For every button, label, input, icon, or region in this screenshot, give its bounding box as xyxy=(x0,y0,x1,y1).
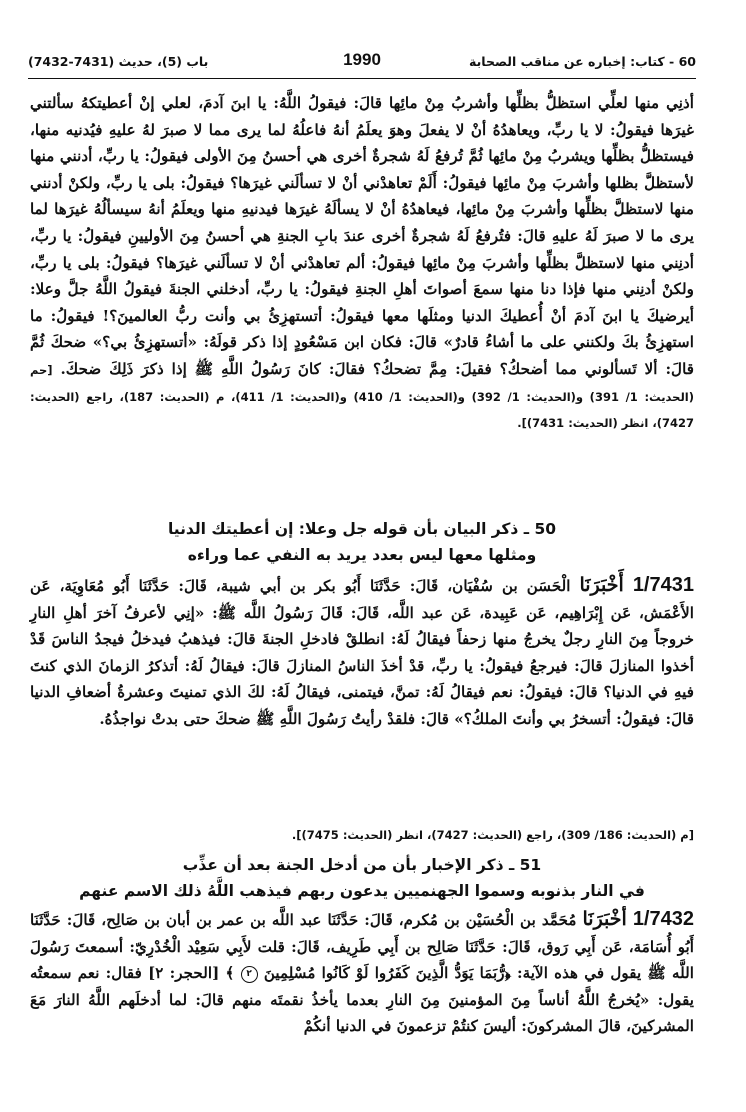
section1-reference: [حم (الحديث: 1/ 391) و(الحديث: 1/ 392) و(الحديث: 1/ 410) و(الحديث: 1/ 411)، م (الحديث: 187)، راجع (الحديث: 7427)، انظر (الحديث: 7431)]. xyxy=(30,362,694,431)
ayah-number-mark: ٢ xyxy=(241,966,258,983)
hadith-opening-word: أَخْبَرَنَا xyxy=(582,908,627,930)
hadith-opening-word: أَخْبَرَنَا xyxy=(579,574,624,596)
hadith-7431 xyxy=(30,572,694,818)
heading-50-line1: 50 ـ ذكر البيان بأن قوله جل وعلا: إن أعطيتك الدنيا xyxy=(167,520,557,538)
section1-paragraph: أذنِي منها لعلِّي استظلُّ بظلِّها وأشربُ مِنْ مائِها قالَ: فيقولُ اللَّهُ: يا ابنَ آدمَ، لعلي إنْ أعطيتكهُ سألتني غيرَها فيقولُ: لا يا ربِّ، ويعاهدُهُ أنْ لا يفعلَ وهوَ يعلَمُ أنهُ فاعلُهُ لما يرى مما لا صبرَ لهُ عليهِ فيُدنيه منها، فيستظلُّ بظلِّها ويشربُ مِنْ مائِها ثُمَّ تُرفعُ لَهُ شجرةٌ أخرى هي أحسنُ مِنَ الأولى فيقولُ: يا ربِّ، أدنني منها لأستظلَّ بظلها وأشربَ مِنْ مائِها فيقولُ: أَلَمْ تعاهدْني أنْ لا تسألَني غيرَها؟ فيقولُ: بلى يا ربِّ، ولكنْ أدنني منها لاستظلَّ بظلِّها وأشربَ مِنْ مائِها، فيعاهدُهُ أنْ لا يسألَهُ غيرَها فيدنيهِ منها ويعلَمُ أنهُ سيسألُهُ غيرَها لما يرى ما لا صبرَ لَهُ عليهِ قالَ: فتُرفعُ لَهُ شجرةٌ أخرى عندَ بابِ الجنةِ هي أحسنُ مِنَ الأوليينِ فيقولُ: يا ربِّ، أدنِني منها لاستظلَّ بظلِّها وأشربَ مِنْ مائِها فيقولُ: ألم تعاهدْني أنْ لا تسألَني غيرَها؟ فيقولُ: بلى يا ربِّ، ولكنْ أدنِني منها فإذا دنا منها سمعَ أصواتَ أهلِ الجنةِ فيقولُ: يا ربِّ، أدخلني الجنةَ فيقولُ اللَّهُ جلَّ وعلا: أيرضيكَ يا ابنَ آدمَ أنْ أُعطيكَ الدنيا ومثلَها معها فيقولُ: أتستهزِئُ بي وأنت ربُّ العالمينَ؟! فيقولُ: ما استهزِئُ بكَ ولكنني على ما أشاءُ قادرٌ» قالَ: فكان ابن مَسْعُودٍ إذا ذكر قولَهُ: «أتستهزِئُ بي؟» ضحكَ ثُمَّ قالَ: ألا تَسألوني مما أضحكُ؟ فقيلَ: مِمَّ تضحكُ؟ فقالَ: كانَ رَسُولُ اللَّهِ ﷺ إذا ذكرَ ذَلِكَ ضحكَ. xyxy=(30,94,694,378)
page-number: 1990 xyxy=(343,50,381,69)
book-title: 60 - كتاب: إخباره عن مناقب الصحابة xyxy=(468,54,696,69)
hadith-7432 xyxy=(30,906,694,1106)
header-divider xyxy=(28,78,696,79)
heading-51-line1: 51 ـ ذكر الإخبار بأن من أدخل الجنة بعد أن عذِّب xyxy=(182,856,542,874)
heading-50 xyxy=(30,516,694,568)
hadith-7431-text: الْحَسَن بن سُفْيَان، قَالَ: حَدَّثَنَا أَبُو بكر بن أبي شيبة، قَالَ: حَدَّثَنَا أَبُو مُعَاوِيَة، عَن الأَعْمَش، عَن إِبْرَاهِيم، عَن عَبِيدة، عَن عبد اللَّه، قَالَ: قَالَ رَسُولُ اللَّه ﷺ: «إنِي لأعرفُ آخرَ أهلِ النارِ خروجاً مِنَ النارِ رجلٌ يخرجُ منها زحفاً فيقالُ لَهُ: انطلقْ فادخلِ الجنةَ قالَ: فيذهبُ فيدخلُ فيجدُ الناسَ قَدْ أخذوا المنازلَ قالَ: فيرجعُ فيقولُ: يا ربِّ، قدْ أخذَ الناسُ المنازلَ قالَ: فيقالُ لَهُ: أتذكرُ الزمانَ الذي كنتَ فيهِ في الدنيا؟ قالَ: فيقولُ: نعم فيقالُ لَهُ: تمنَّ، فيتمنى، فيقالُ لَهُ: لكَ الذي تمنيتَ وعشرةُ أضعافِ الدنيا قالَ: فيقولُ: أتسخرُ بي وأنتَ الملكُ؟» قالَ: فلقدْ رأيتُ رَسُولَ اللَّهِ ﷺ ضحكَ حتى بدتْ نواجذُهُ. xyxy=(30,577,694,728)
hadith-7432-text-part2: ﴾ [الحجر: ٢] فقال: نعم سمعتُه يقول: «يُخرجُ اللَّهُ أناساً مِنَ المؤمنينَ مِنَ النارِ بعدما يأخذُ نقمتَه منهم قالَ: لما أدخلَهم اللَّهُ النارَ مَعَ المشركينَ، قالَ المشركونَ: أليسَ كنتُمْ تزعمونَ في الدنيا أنكُمْ xyxy=(30,964,694,1036)
section1-text xyxy=(30,90,694,450)
hadith-7432-text-part1: مُحَمَّد بن الْحُسَيْن بن مُكرم، قَالَ: حَدَّثَنَا عبد اللَّه بن عمر بن أبان بن صَالِح، قَالَ: حَدَّثَنَا أَبُو أُسَامَة، عَن أَبِي رَوق، قَالَ: حَدَّثَنَا صَالِح بن أَبِي طَرِيف، قَالَ: قلت لأَبِي سَعِيْد الْخُدْرِيّ: أسمعتَ رَسُولَ اللَّه ﷺ يقول في هذه الآية: ﴿رُّبَمَا يَوَدُّ الَّذِينَ كَفَرُوا لَوْ كَانُوا مُسْلِمِينَ xyxy=(30,911,694,983)
heading-51 xyxy=(30,852,694,904)
hadith-7431-reference: [م (الحديث: 186/ 309)، راجع (الحديث: 7427)، انظر (الحديث: 7475)]. xyxy=(291,828,694,842)
page-header xyxy=(28,48,696,76)
hadith-number: 1/7432 xyxy=(632,908,694,930)
heading-50-line2: ومثلها معها ليس بعدد يريد به النفي عما وراءه xyxy=(187,546,537,564)
hadith-number: 1/7431 xyxy=(632,574,694,596)
chapter-reference: باب (5)، حديث (7431-7432) xyxy=(28,54,209,69)
heading-51-line2: في النار بذنوبه وسموا الجهنميين يدعون ربهم فيذهب اللَّهُ ذلك الاسم عنهم xyxy=(79,882,645,900)
